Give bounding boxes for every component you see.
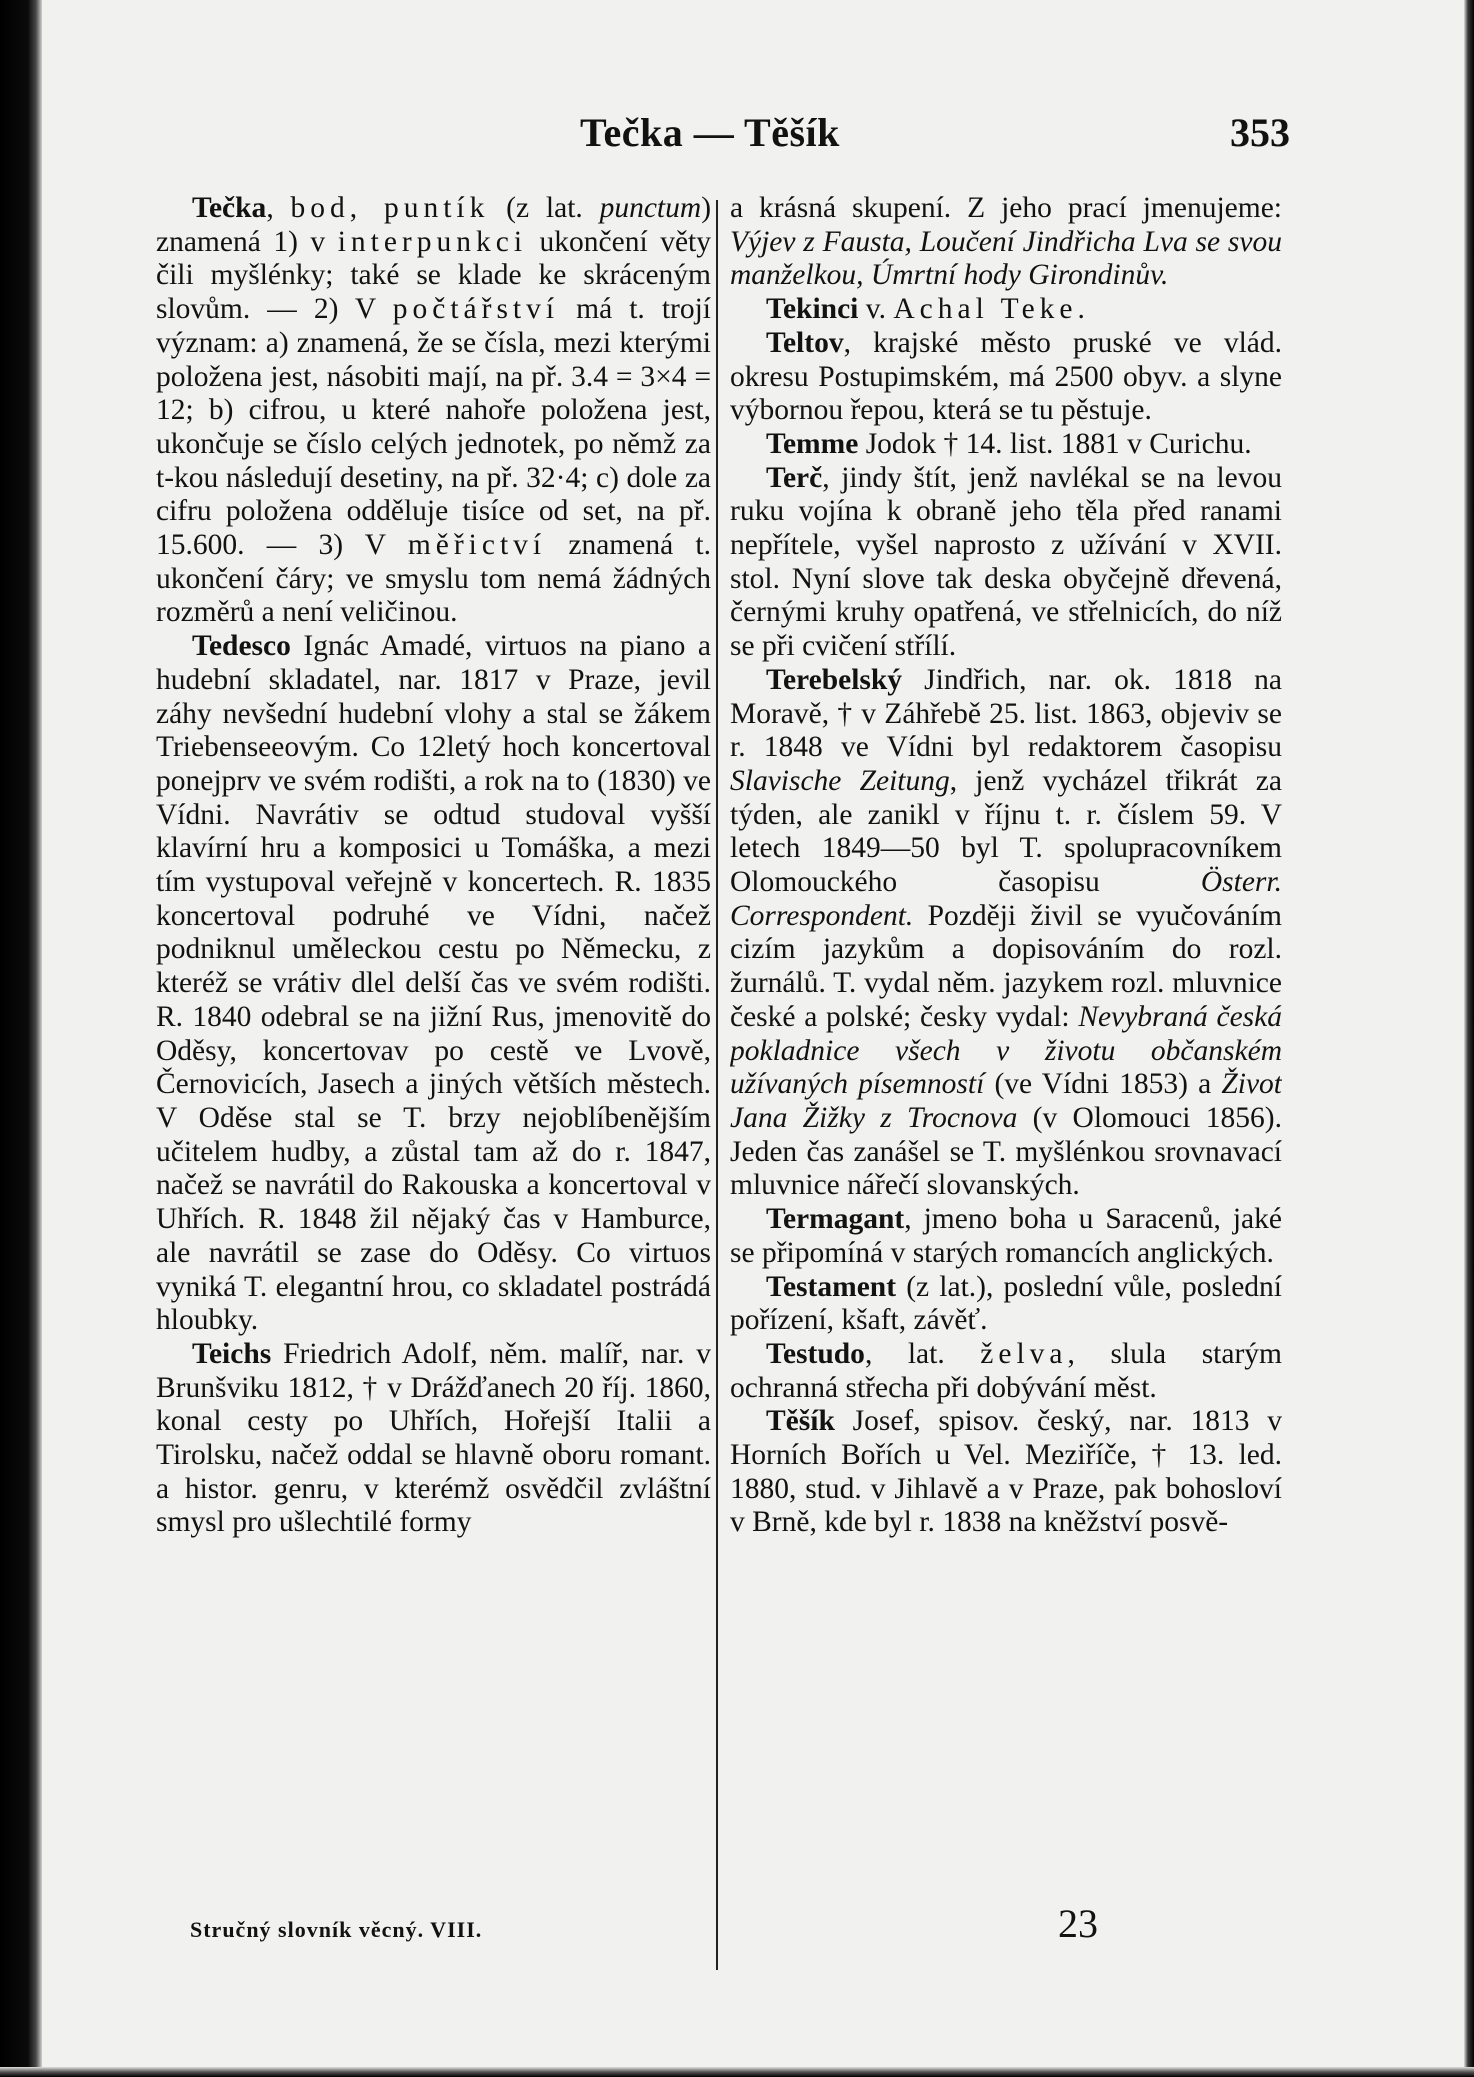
italic-term: Österr. Correspondent. [730,866,1282,932]
italic-term: punctum [599,192,702,224]
entry-tesik [730,1405,1282,1540]
headword: Těšík [766,1405,835,1438]
entry-text: ukončení věty čili myšlénky; také se klade ke skráceným slovům. — 2) V [156,225,711,326]
column-divider [716,200,718,1970]
entry-testudo [730,1338,1282,1405]
spaced-term: měřictví [407,529,547,562]
page-edge-bottom [0,2067,1474,2077]
running-header [160,108,1290,158]
headword: Teichs [192,1337,272,1370]
headword: Testament [766,1270,897,1303]
entry-text: , lat. [864,1337,981,1370]
footer-imprint: Stručný slovník věcný. VIII. [190,1917,483,1942]
entry-text: , krajské město pruské ve vlád. okresu Postupimském, má 2500 obyv. a slyne výbornou řepou, která se tu pěstuje. [730,326,1282,427]
running-title: Tečka — Těšík [580,110,840,155]
entry-temme [730,428,1282,462]
entry-text: ) znamená 1) v [156,192,711,258]
entry-text: , slula starým ochranná střecha při dobývání měst. [730,1337,1282,1404]
entry-tedesco [156,630,711,1338]
entry-tekinci [730,293,1282,327]
entry-text: znamená t. ukončení čáry; ve smyslu tom nemá žádných rozměrů a není veličinou. [156,529,711,629]
entry-teichs-continuation [730,192,1282,293]
entry-terc [730,462,1282,664]
entry-text: Jodok † 14. list. 1881 v Curichu. [858,427,1252,460]
headword: Tečka [192,192,267,224]
headword: Testudo [766,1337,865,1370]
entry-terebelsky [730,664,1282,1203]
headword: Terč [766,461,823,494]
headword: Termagant [766,1203,905,1236]
headword: Terebelský [766,663,903,696]
entry-text: má t. trojí význam: a) znamená, že se čísla, mezi kterými položena jest, násobiti mají, na př. 3.4 = 3×4 = 12; b) cifrou, u které nahoře položena jest, ukončuje se číslo celých jednotek, po němž za t-kou následují desetiny, na př. 32·4; c) dole za cifru položena odděluje tisíce od set, na př. 15.600. — 3) V [156,293,711,562]
entry-text: (v Olomouci 1856). Jeden čas zanášel se T. myšlénkou srovnavací mluvnice nářečí slovanských. [730,1101,1282,1202]
spaced-term: interpunkci [337,225,528,258]
entry-text: Později živil se vyučováním cizím jazykům a dopisováním do rozl. žurnálů. T. vydal něm. jazykem rozl. mluvnice české a polské; česky vydal: [730,899,1282,1033]
entry-text: , jenž vycházel třikrát za týden, ale zanikl v říjnu t. r. číslem 59. V letech 1849—50 byl T. spolupracovníkem Olomouckého časopisu [730,764,1282,899]
entry-text: , [266,192,291,224]
entry-text: a krásná skupení. Z jeho prací jmenujeme: [730,192,1282,224]
italic-term: Život Jana Žižky z Trocnova [730,1068,1282,1134]
spaced-term: počtářství [392,293,560,326]
entry-text: , jindy štít, jenž navlékal se na levou ruku vojína k obraně jeho těla před ranami nepřítele, vyšel naprosto z užívání v XVII. stol. Nyní slove tak deska obyčejně dřevená, černými kruhy opatřená, ve střelnicích, do níž se při cvičení střílí. [730,461,1282,663]
entry-tecka [156,192,711,630]
page-edge-right [1464,0,1474,2077]
entry-text: (ve Vídni 1853) a [984,1068,1222,1101]
italic-works: Výjev z Fausta, Loučení Jindřicha Lva se svou manželkou, Úmrtní hody Girondinův. [730,225,1282,292]
left-column [156,192,711,1852]
entry-text: Josef, spisov. český, nar. 1813 v Horních Bořích u Vel. Meziříče, † 13. led. 1880, stud. v Jihlavě a v Praze, pak bohosloví v Brně, kde byl r. 1838 na kněžství posvě- [730,1405,1282,1539]
headword: Tekinci [766,293,859,326]
headword: Temme [766,427,859,460]
entry-text: . [1077,293,1085,326]
entry-text: Jindřich, nar. ok. 1818 na Moravě, † v Záhřebě 25. list. 1863, objeviv se r. 1848 ve Vídni byl redaktorem časopisu [730,663,1282,764]
spaced-term: Achal Teke [893,293,1078,326]
entry-teichs [156,1338,711,1540]
page-number: 353 [1230,110,1290,155]
headword: Teltov [766,326,844,359]
entry-text: (z lat. [489,192,600,224]
entry-text: Ignác Amadé, virtuos na piano a hudební skladatel, nar. 1817 v Praze, jevil záhy nevšední hudební vlohy a stal se žákem Triebenseeovým. Co 12letý hoch koncertoval ponejprv ve svém rodišti, a rok na to (1830) ve Vídni. Navrátiv se odtud studoval vyšší klavírní hru a komposici u Tomáška, a mezi tím vystupoval veřejně v koncertech. R. 1835 koncertoval podruhé ve Vídni, načež podniknul uměleckou cestu po Německu, z kteréž se vrátiv dlel delší čas ve svém rodišti. R. 1840 odebral se na jižní Rus, jmenovitě do Oděsy, koncertovav po cestě ve Lvově, Černovicích, Jasech a jiných větších městech. V Oděse stal se T. brzy nejoblíbenějším učitelem hudby, a zůstal tam až do r. 1847, načež se navrátil do Rakouska a koncertoval v Uhřích. R. 1848 žil nějaký čas v Hamburce, ale navrátil se zase do Oděsy. Co virtuos vyniká T. elegantní hrou, co skladatel postrádá hloubky. [156,630,711,1337]
entry-text: v. [858,293,894,326]
spaced-term: želva [980,1337,1068,1370]
book-spine-shadow [0,0,42,2077]
printer-signature-mark: 23 [1058,1901,1098,1946]
spaced-term: bod, puntík [290,192,490,224]
entry-text: Friedrich Adolf, něm. malíř, nar. v Brunšviku 1812, † v Drážďanech 20 říj. 1860, konal cesty po Uhřích, Hořejší Italii a Tirolsku, načež oddal se hlavně oboru romant. a histor. genru, v kterémž osvědčil zvláštní smysl pro ušlechtilé formy [156,1337,711,1539]
entry-text: (z lat.), poslední vůle, poslední pořízení, kšaft, závěť. [730,1270,1282,1337]
italic-term: Slavische Zeitung [730,764,950,797]
entry-termagant [730,1203,1282,1270]
entry-teltov [730,327,1282,428]
entry-text: , jmeno boha u Saracenů, jaké se připomíná v starých romancích anglických. [730,1203,1282,1269]
right-column [730,192,1282,1852]
entry-testament [730,1271,1282,1338]
italic-term: Nevybraná česká pokladnice všech v životu občanském užívaných písemností [730,1000,1282,1101]
headword: Tedesco [192,630,291,663]
